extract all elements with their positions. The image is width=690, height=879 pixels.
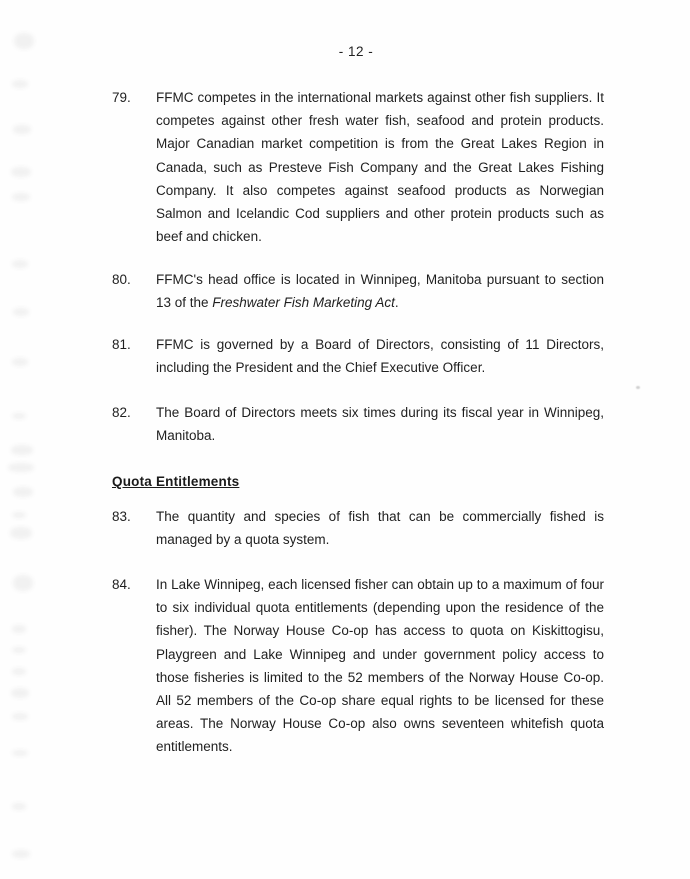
paragraph-number: 81. (112, 337, 131, 352)
scan-artifact (10, 527, 32, 539)
paragraph-text-before-act: FFMC's head office is located in Winnipeg, Manitoba pursuant to section 13 of the (156, 272, 604, 311)
paragraph-text: FFMC competes in the international markets against other fish suppliers. It competes against other fresh water fish, seafood and protein products. Major Canadian market competition is from the Great Lakes Region in Canada, such as Presteve Fish Company and the Great Lakes Fishing Company. It also competes against seafood products as Norwegian Salmon and Icelandic Cod suppliers and other protein products such as beef and chicken. (156, 90, 604, 245)
paragraph-number: 84. (112, 577, 131, 592)
scan-artifact (12, 512, 26, 518)
scan-artifact (12, 713, 28, 720)
scan-speck (636, 386, 640, 389)
paragraph-number: 83. (112, 509, 131, 524)
paragraph-text: In Lake Winnipeg, each licensed fisher can obtain up to a maximum of four to six individual quota entitlements (depending upon the residence of the fisher). The Norway House Co-op has access to quota on Kiskittogisu, Playgreen and Lake Winnipeg and under government policy access to those fisheries is limited to the 52 members of the Norway House Co-op. All 52 members of the Co-op share equal rights to be licensed for these areas. The Norway House Co-op also owns seventeen whitefish quota entitlements. (156, 577, 604, 755)
paragraph-text: The quantity and species of fish that can be commercially fished is managed by a quota system. (156, 509, 604, 548)
scan-artifact (12, 647, 26, 653)
paragraph-text: FFMC is governed by a Board of Directors, consisting of 11 Directors, including the President and the Chief Executive Officer. (156, 337, 604, 376)
scan-artifact (12, 750, 28, 756)
scan-artifact (13, 308, 29, 316)
scan-artifact (12, 850, 30, 858)
scan-artifact (11, 167, 31, 177)
scan-artifact (12, 625, 26, 633)
scan-artifact (12, 193, 30, 201)
scan-artifact (12, 668, 26, 675)
scan-artifact (8, 463, 34, 472)
section-heading: Quota Entitlements (112, 474, 240, 489)
scan-artifact (12, 413, 26, 419)
paragraph-80 (112, 268, 604, 314)
scan-artifact (12, 260, 28, 268)
paragraph-82 (112, 401, 604, 447)
scan-artifact (11, 445, 33, 455)
act-title-italic: Freshwater Fish Marketing Act (212, 295, 395, 311)
paragraph-text-after-act: . (394, 295, 399, 311)
scan-artifact (12, 80, 28, 88)
paragraph-number: 79. (112, 90, 131, 105)
paragraph-text (156, 268, 604, 314)
paragraph-81 (112, 333, 604, 379)
scan-artifact (13, 575, 33, 591)
scan-artifact (13, 125, 31, 134)
paragraph-number: 80. (112, 272, 131, 287)
scan-artifact (12, 358, 28, 366)
scan-artifact (13, 487, 33, 497)
scan-artifact (12, 803, 26, 810)
page-number: - 12 - (338, 44, 374, 59)
paragraph-83 (112, 505, 604, 551)
paragraph-84 (112, 573, 604, 759)
paragraph-text: The Board of Directors meets six times during its fiscal year in Winnipeg, Manitoba. (156, 405, 604, 444)
paragraph-number: 82. (112, 405, 131, 420)
scan-artifact (11, 688, 29, 698)
paragraph-79 (112, 86, 604, 248)
